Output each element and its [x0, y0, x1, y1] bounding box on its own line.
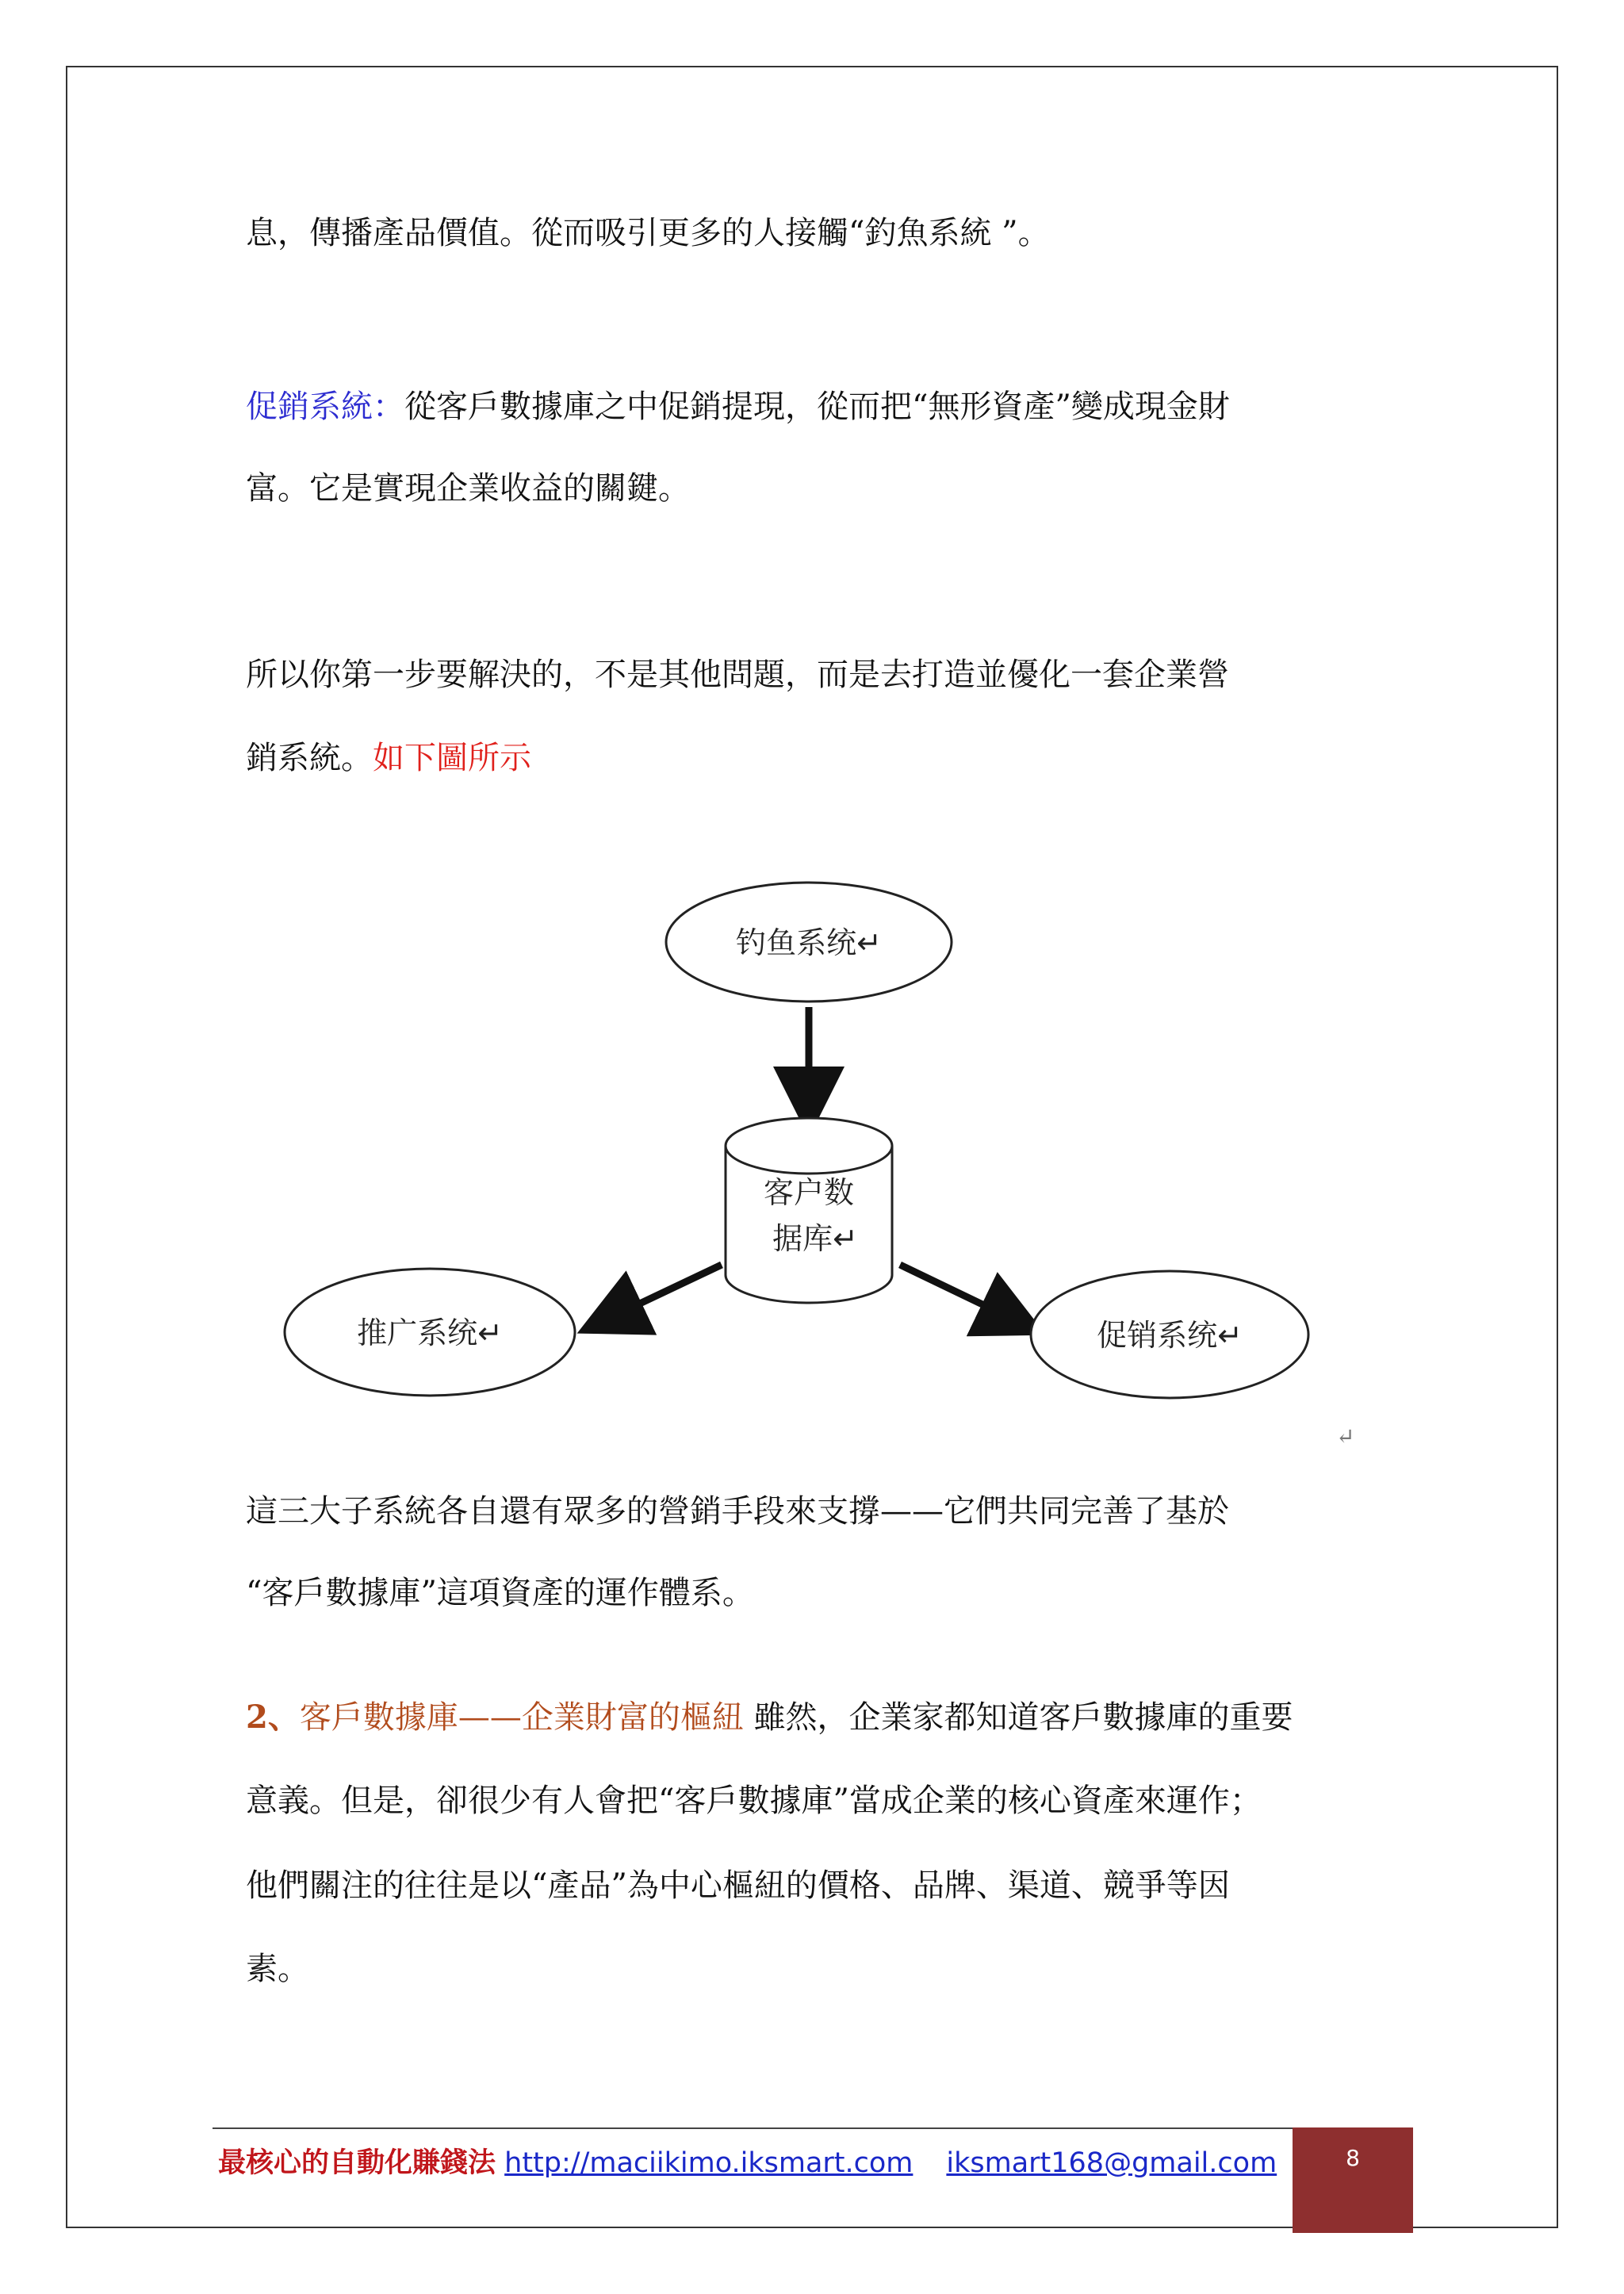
paragraph-1-line-1: 息，傳播產品價值。從而吸引更多的人接觸“釣魚系統 ”。 — [246, 215, 1050, 251]
paragraph-3-line-2 — [246, 736, 531, 780]
paragraph-5-line-4: 素。 — [246, 1951, 309, 1987]
paragraph-5-line-1 — [246, 1695, 1293, 1740]
paragraph-3-line-1: 所以你第一步要解決的，不是其他問題，而是去打造並優化一套企業營 — [246, 657, 1229, 693]
paragraph-return-mark: ↵ — [1336, 1423, 1355, 1450]
paragraph-3-line-2-text: 銷系統。 — [246, 740, 373, 776]
footer-title: 最核心的自動化賺錢法 — [218, 2147, 496, 2179]
page-number-box — [1293, 2127, 1413, 2233]
paragraph-2-line-1-text: 從客戶數據庫之中促銷提現，從而把“無形資產”變成現金財 — [404, 389, 1230, 425]
footer — [218, 2143, 1277, 2183]
left-node-promotion-system — [285, 1269, 575, 1396]
database-cylinder-top — [726, 1118, 892, 1174]
right-node-sales-system — [1031, 1271, 1308, 1398]
promotion-system-label: 促銷系統： — [246, 389, 404, 425]
sales-system-node-label: 促销系统↵ — [1097, 1318, 1243, 1353]
database-label-line-2: 据库↵ — [772, 1221, 858, 1256]
paragraph-5-line-3: 他們關注的往往是以“產品”為中心樞紐的價格、品牌、渠道、競爭等因 — [246, 1867, 1230, 1904]
footer-email-link[interactable]: iksmart168@gmail.com — [946, 2147, 1277, 2179]
page-number: 8 — [1346, 2145, 1360, 2171]
arrow-database-to-sales — [900, 1265, 1027, 1326]
promotion-system-node-label: 推广系统↵ — [357, 1316, 503, 1350]
paragraph-4-line-2: “客戶數據庫”這項資產的運作體系。 — [246, 1575, 754, 1611]
paragraph-2-line-1 — [246, 385, 1230, 429]
center-node-customer-database — [726, 1118, 892, 1303]
marketing-system-diagram — [270, 864, 1380, 1467]
section-heading: 客戶數據庫——企業財富的樞紐 — [299, 1699, 744, 1736]
see-figure-below-text: 如下圖所示 — [373, 740, 531, 776]
section-number: 2、 — [246, 1698, 300, 1736]
top-node-fishing-system — [666, 883, 952, 1001]
paragraph-5-line-2: 意義。但是，卻很少有人會把“客戶數據庫”當成企業的核心資產來運作； — [246, 1783, 1262, 1819]
footer-divider — [213, 2127, 1293, 2129]
arrow-database-to-promotion — [596, 1265, 722, 1324]
database-label-line-1: 客户数 — [763, 1175, 855, 1210]
paragraph-2-line-2: 富。它是實現企業收益的關鍵。 — [246, 470, 690, 507]
fishing-system-label: 钓鱼系统↵ — [736, 925, 882, 960]
paragraph-4-line-1: 這三大子系統各自還有眾多的營銷手段來支撐——它們共同完善了基於 — [246, 1493, 1229, 1530]
paragraph-5-line-1-text: 雖然，企業家都知道客戶數據庫的重要 — [743, 1699, 1293, 1736]
footer-url-link[interactable]: http://maciikimo.iksmart.com — [504, 2147, 914, 2179]
